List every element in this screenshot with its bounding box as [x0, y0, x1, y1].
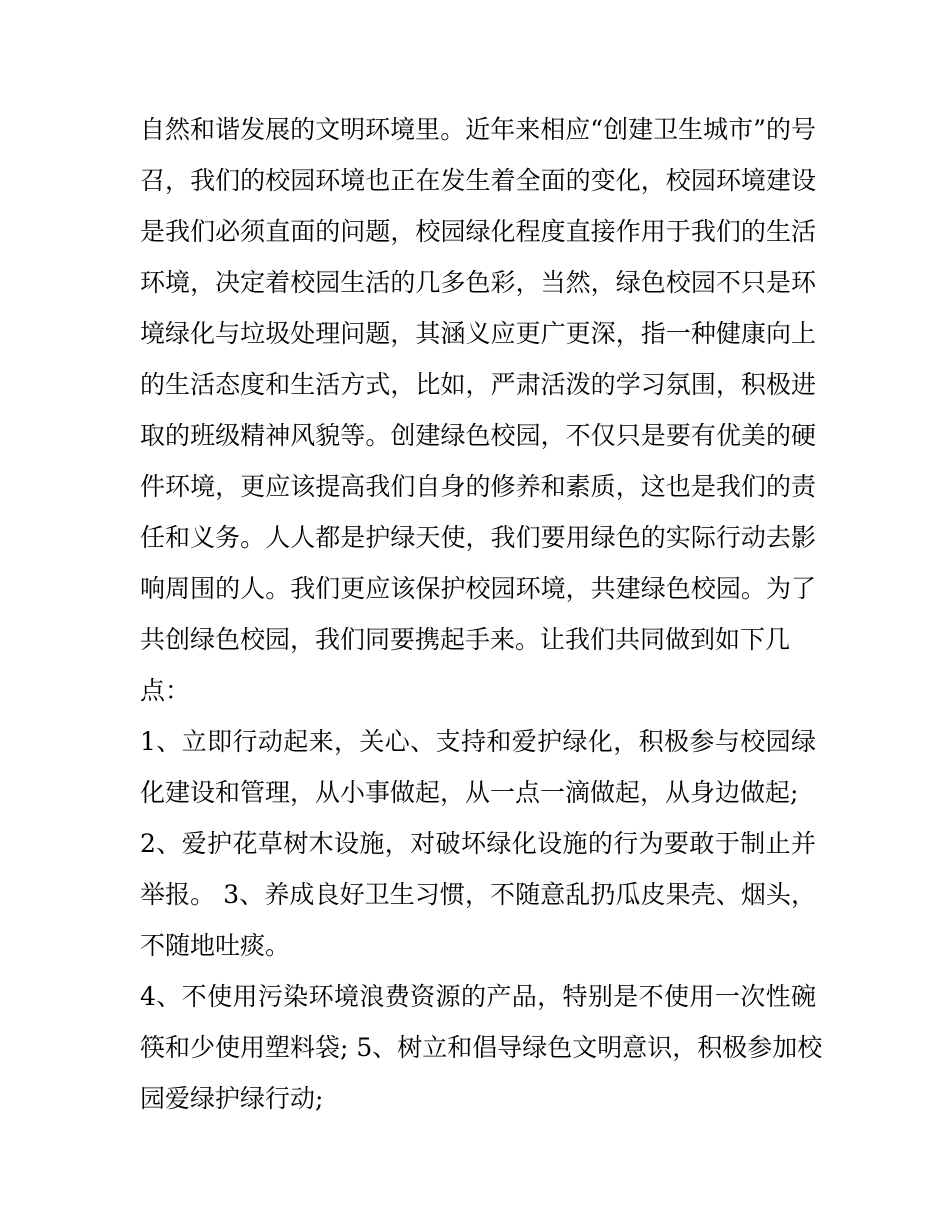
text-line: 自然和谐发展的文明环境里。近年来相应“创建卫生城市”的号 [140, 115, 816, 144]
text-line: 是我们必须直面的问题，校园绿化程度直接作用于我们的生活 [140, 217, 816, 246]
paragraph-intro [140, 104, 816, 716]
text-line: 1、立即行动起来，关心、支持和爱护绿化，积极参与校园绿 [140, 727, 816, 756]
text-line: 共创绿色校园，我们同要携起手来。让我们共同做到如下几 [140, 625, 791, 654]
list-item-2-3 [140, 818, 816, 971]
text-line: 4、不使用污染环境浪费资源的产品，特别是不使用一次性碗 [140, 982, 816, 1011]
text-line: 件环境，更应该提高我们自身的修养和素质，这也是我们的责 [140, 472, 816, 501]
text-line: 举报。 3、养成良好卫生习惯，不随意乱扔瓜皮果壳、烟头， [140, 880, 816, 909]
text-line: 2、爱护花草树木设施，对破坏绿化设施的行为要敢于制止并 [140, 829, 816, 858]
text-line: 取的班级精神风貌等。创建绿色校园，不仅只是要有优美的硬 [140, 421, 816, 450]
text-line: 境绿化与垃圾处理问题，其涵义应更广更深，指一种健康向上 [140, 319, 816, 348]
text-line: 的生活态度和生活方式，比如，严肃活泼的学习氛围，积极进 [140, 370, 816, 399]
text-line: 化建设和管理，从小事做起，从一点一滴做起，从身边做起; [140, 778, 799, 807]
list-item-4-5 [140, 971, 823, 1124]
text-line: 园爱绿护绿行动; [140, 1084, 324, 1113]
text-line: 筷和少使用塑料袋; 5、树立和倡导绿色文明意识，积极参加校 [140, 1033, 823, 1062]
text-line: 点： [140, 676, 191, 705]
list-item-1 [140, 716, 816, 818]
text-line: 召，我们的校园环境也正在发生着全面的变化，校园环境建设 [140, 166, 816, 195]
text-line: 任和义务。人人都是护绿天使，我们要用绿色的实际行动去影 [140, 523, 816, 552]
text-line: 不随地吐痰。 [140, 931, 291, 960]
text-line: 响周围的人。我们更应该保护校园环境，共建绿色校园。为了 [140, 574, 816, 603]
text-line: 环境，决定着校园生活的几多色彩，当然，绿色校园不只是环 [140, 268, 816, 297]
document-body [140, 104, 823, 1124]
